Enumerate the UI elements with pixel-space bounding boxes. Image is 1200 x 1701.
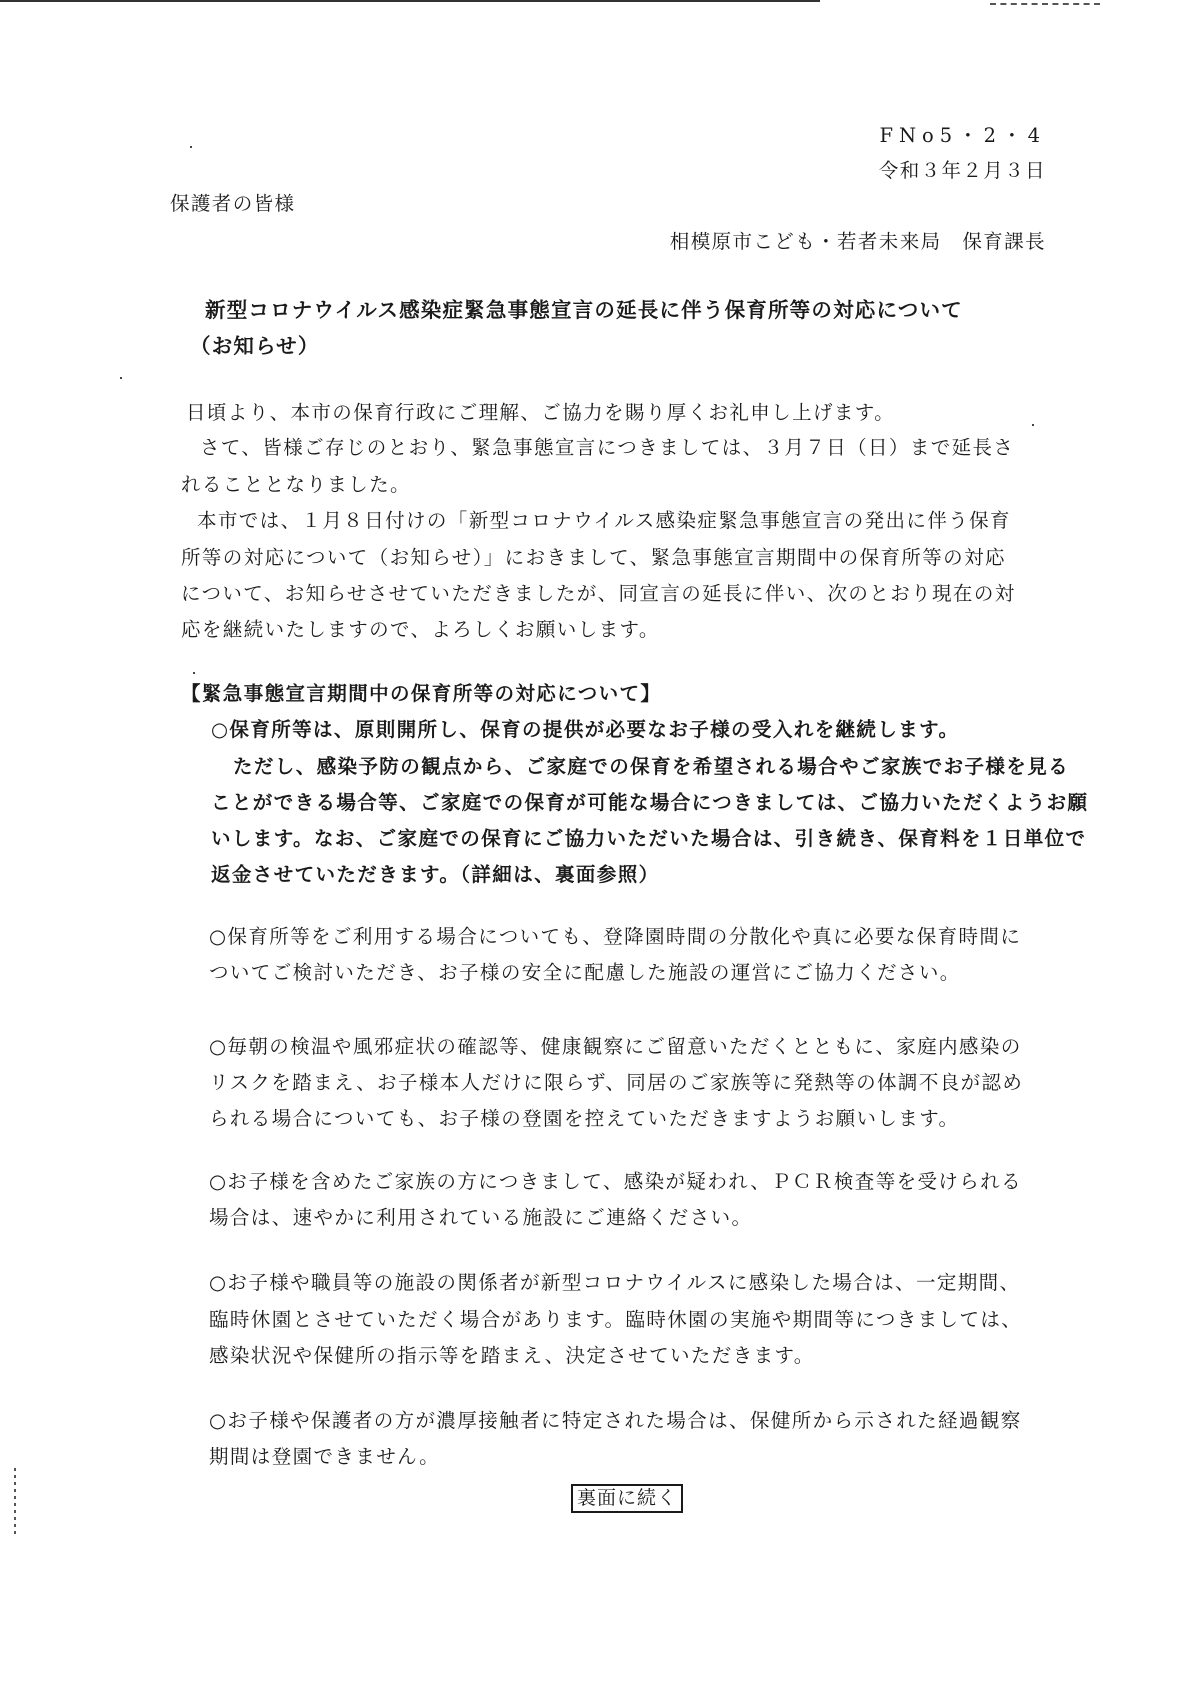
intro-line: 応を継続いたしますので、よろしくお願いします。: [181, 618, 660, 641]
bullet-line: ○お子様や保護者の方が濃厚接触者に特定された場合は、保健所から示された経過観察: [209, 1409, 1022, 1432]
intro-line: 日頃より、本市の保育行政にご理解、ご協力を賜り厚くお礼申し上げます。: [186, 401, 896, 424]
bullet-line: ○お子様や職員等の施設の関係者が新型コロナウイルスに感染した場合は、一定期間、: [209, 1271, 1021, 1294]
intro-line: さて、皆様ご存じのとおり、緊急事態宣言につきましては、３月７日（日）まで延長さ: [200, 436, 1015, 459]
intro-line: 所等の対応について（お知らせ）」におきまして、緊急事態宣言期間中の保育所等の対応: [181, 546, 1006, 569]
issue-date: 令和３年２月３日: [878, 159, 1046, 182]
continued-on-back-label: 裏面に続く: [571, 1484, 683, 1513]
section-heading: 【緊急事態宣言期間中の保育所等の対応について】: [181, 682, 662, 705]
bullet-line: ○保育所等をご利用する場合についても、登降園時間の分散化や真に必要な保育時間に: [209, 925, 1022, 948]
bullet-line: リスクを踏まえ、お子様本人だけに限らず、同居のご家族等に発熱等の体調不良が認め: [209, 1071, 1024, 1094]
intro-line: 本市では、１月８日付けの「新型コロナウイルス感染症緊急事態宣言の発出に伴う保育: [197, 509, 1011, 532]
salutation: 保護者の皆様: [170, 192, 296, 215]
bullet-line: 期間は登園できません。: [209, 1445, 441, 1468]
scan-speck: [1032, 424, 1034, 426]
scan-edge-dash: [990, 3, 1100, 5]
bold-notice-line: いします。なお、ご家庭での保育にご協力いただいた場合は、引き続き、保育料を１日単位で: [211, 827, 1087, 850]
intro-line: れることとなりました。: [181, 473, 411, 496]
scan-speck: [193, 672, 195, 674]
sender: 相模原市こども・若者未来局 保育課長: [669, 230, 1046, 253]
bold-notice-line: ことができる場合等、ご家庭での保育が可能な場合につきましては、ご協力いただくようお願: [211, 791, 1089, 814]
scan-margin-marks: [14, 1468, 16, 1538]
bullet-line: 臨時休園とさせていただく場合があります。臨時休園の実施や期間等につきましては、: [209, 1308, 1023, 1331]
intro-line: について、お知らせさせていただきましたが、同宣言の延長に伴い、次のとおり現在の対: [181, 582, 1016, 605]
bold-notice-line: ○保育所等は、原則開所し、保育の提供が必要なお子様の受入れを継続します。: [211, 718, 960, 741]
scan-speck: [120, 377, 122, 379]
bullet-line: ○お子様を含めたご家族の方につきまして、感染が疑われ、ＰＣＲ検査等を受けられる: [209, 1170, 1023, 1193]
bullet-line: ついてご検討いただき、お子様の安全に配慮した施設の運営にご協力ください。: [209, 961, 961, 984]
bullet-line: 感染状況や保健所の指示等を踏まえ、決定させていただきます。: [209, 1344, 815, 1367]
document-number: FNo5・2・4: [879, 124, 1046, 147]
bullet-line: ○毎朝の検温や風邪症状の確認等、健康観察にご留意いただくとともに、家庭内感染の: [209, 1035, 1022, 1058]
bullet-line: られる場合についても、お子様の登園を控えていただきますようお願いします。: [209, 1107, 960, 1130]
bold-notice-line: 返金させていただきます。（詳細は、裏面参照）: [211, 863, 660, 886]
document-title: 新型コロナウイルス感染症緊急事態宣言の延長に伴う保育所等の対応について: [205, 298, 963, 322]
scan-speck: [190, 146, 192, 148]
document-subtitle: （お知らせ）: [190, 334, 320, 358]
bold-notice-line: ただし、感染予防の観点から、ご家庭での保育を希望される場合やご家族でお子様を見る: [233, 755, 1070, 778]
bullet-line: 場合は、速やかに利用されている施設にご連絡ください。: [209, 1206, 753, 1229]
scan-edge-line: [0, 0, 820, 2]
